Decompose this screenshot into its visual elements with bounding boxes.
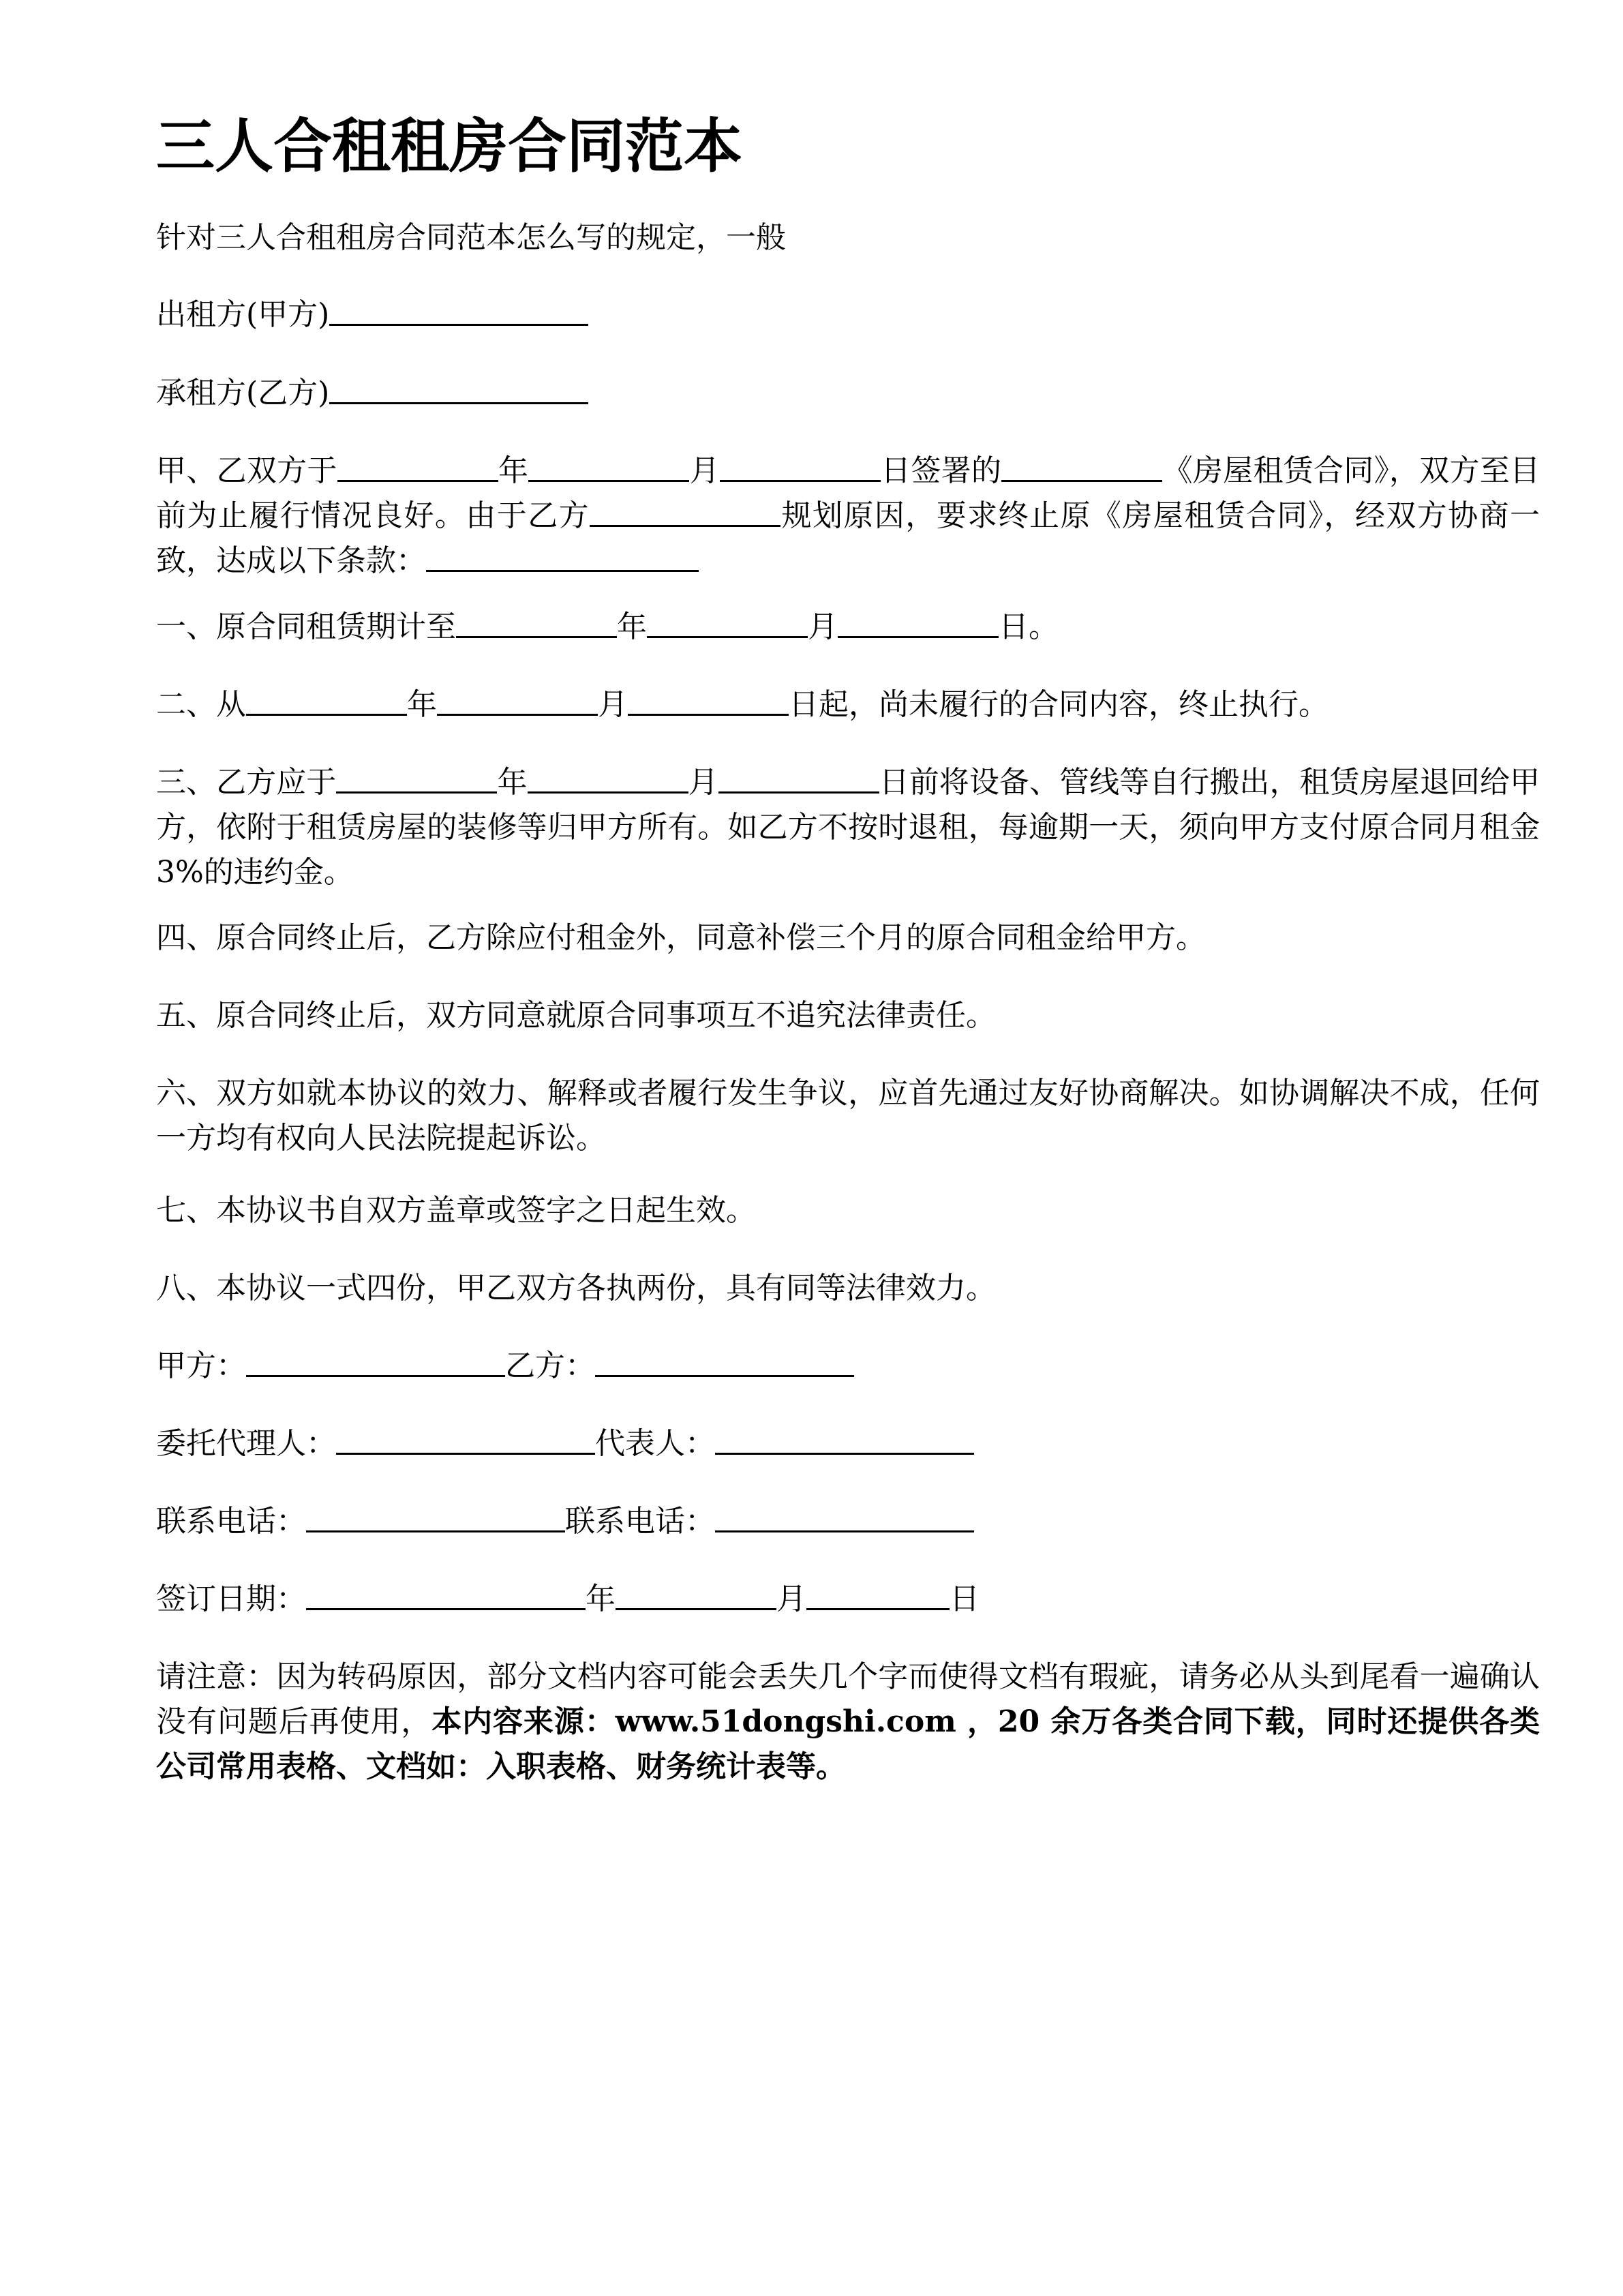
- notice-paragraph: [156, 1655, 1540, 1789]
- notice-text: 请注意：因为转码原因，部分文档内容可能会丢失几个字而使得文档有瑕疵，请务必从头到尾看一遍确认没有问题后再使用，: [156, 1659, 1540, 1739]
- party-a-blank: [246, 1345, 505, 1377]
- clause-2-month-blank: [437, 684, 598, 716]
- preamble-paragraph: [156, 449, 1540, 584]
- clause-2-text: 二、从: [156, 687, 246, 722]
- clause-2-month: 月: [598, 687, 628, 722]
- intro-text: 针对三人合租租房合同范本怎么写的规定，一般: [156, 220, 786, 255]
- lessee-line: [156, 371, 1540, 416]
- preamble-text-1: 甲、乙双方于: [156, 453, 337, 488]
- preamble-text-4: 规划原因，要求终止原《房屋租赁合同》，经双方协商一致，达成以下条款：: [156, 498, 1541, 578]
- clause-1-month: 月: [808, 609, 838, 644]
- representative-blank: [715, 1423, 974, 1455]
- signature-parties-line: [156, 1344, 1540, 1389]
- date-year: 年: [586, 1582, 616, 1616]
- signature-phone-line: [156, 1499, 1540, 1544]
- clause-3-year-blank: [336, 761, 497, 794]
- agent-label: 委托代理人：: [156, 1426, 336, 1461]
- clause-3-month: 月: [688, 765, 718, 800]
- party-b-label: 乙方：: [505, 1348, 595, 1383]
- preamble-year: 年: [498, 453, 529, 488]
- clause-4: 四、原合同终止后，乙方除应付租金外，同意补偿三个月的原合同租金给甲方。: [156, 920, 1206, 955]
- party-b-blank: [595, 1345, 854, 1377]
- date-month-blank: [616, 1578, 776, 1610]
- signature-date-line: [156, 1577, 1540, 1622]
- terms-blank: [426, 540, 699, 572]
- agent-blank: [336, 1423, 595, 1455]
- clause-1: [156, 605, 1540, 650]
- clause-2-year-blank: [246, 684, 407, 716]
- phone-a-label: 联系电话：: [156, 1504, 306, 1539]
- lessor-label: 出租方(甲方): [156, 297, 330, 332]
- clause-2-day-blank: [628, 684, 789, 716]
- date-day: 日: [950, 1582, 980, 1616]
- clause-8: 八、本协议一式四份，甲乙双方各执两份，具有同等法律效力。: [156, 1271, 996, 1305]
- sign-year-blank: [337, 450, 498, 482]
- lessor-blank: [329, 294, 588, 326]
- clause-1-day-blank: [838, 606, 999, 638]
- lessee-blank: [329, 372, 588, 404]
- document-title: 三人合租租房合同范本: [156, 112, 742, 181]
- clause-2-year: 年: [407, 687, 437, 722]
- date-label: 签订日期：: [156, 1582, 306, 1616]
- date-month: 月: [776, 1582, 806, 1616]
- clause-3-year: 年: [497, 765, 528, 800]
- lessor-line: [156, 292, 1540, 337]
- reason-blank: [590, 495, 780, 527]
- clause-5: 五、原合同终止后，双方同意就原合同事项互不追究法律责任。: [156, 998, 996, 1033]
- date-year-blank: [306, 1578, 586, 1610]
- clause-3-text: 三、乙方应于: [156, 765, 337, 800]
- sign-day-blank: [720, 450, 881, 482]
- clause-1-month-blank: [647, 606, 808, 638]
- contract-name-blank: [1001, 450, 1162, 482]
- clause-1-year: 年: [617, 609, 647, 644]
- clause-1-day: 日。: [999, 609, 1059, 644]
- preamble-month: 月: [689, 453, 720, 488]
- clause-3-month-blank: [528, 761, 688, 794]
- notice-source-text: 本内容来源：www.51dongshi.com ，20 余万各类合同下载，同时还提供各类公司常用表格、文档如：入职表格、财务统计表等。: [156, 1704, 1540, 1784]
- signature-agent-line: [156, 1421, 1540, 1466]
- preamble-text-3: 《房屋租赁合同》，双方至目前为止履行情况良好。由于乙方: [156, 453, 1541, 533]
- representative-label: 代表人：: [595, 1426, 715, 1461]
- clause-1-year-blank: [456, 606, 617, 638]
- sign-month-blank: [528, 450, 689, 482]
- lessee-label: 承租方(乙方): [156, 376, 330, 410]
- clause-1-text: 一、原合同租赁期计至: [156, 609, 456, 644]
- phone-a-blank: [306, 1500, 565, 1532]
- phone-b-blank: [715, 1500, 974, 1532]
- phone-b-label: 联系电话：: [565, 1504, 715, 1539]
- clause-3-rest: 日前将设备、管线等自行搬出，租赁房屋退回给甲方，依附于租赁房屋的装修等归甲方所有。如乙方不按时退租，每逾期一天，须向甲方支付原合同月租金 3%的违约金。: [156, 765, 1540, 890]
- preamble-text-2: 日签署的: [880, 453, 1002, 488]
- clause-3: [156, 760, 1540, 895]
- clause-2: [156, 682, 1540, 727]
- date-day-blank: [806, 1578, 950, 1610]
- clause-7: 七、本协议书自双方盖章或签字之日起生效。: [156, 1193, 756, 1228]
- clause-3-day-blank: [718, 761, 879, 794]
- party-a-label: 甲方：: [156, 1348, 246, 1383]
- clause-6: 六、双方如就本协议的效力、解释或者履行发生争议，应首先通过友好协商解决。如协调解决不成，任何一方均有权向人民法院提起诉讼。: [156, 1076, 1540, 1155]
- clause-2-rest: 日起，尚未履行的合同内容，终止执行。: [789, 687, 1329, 722]
